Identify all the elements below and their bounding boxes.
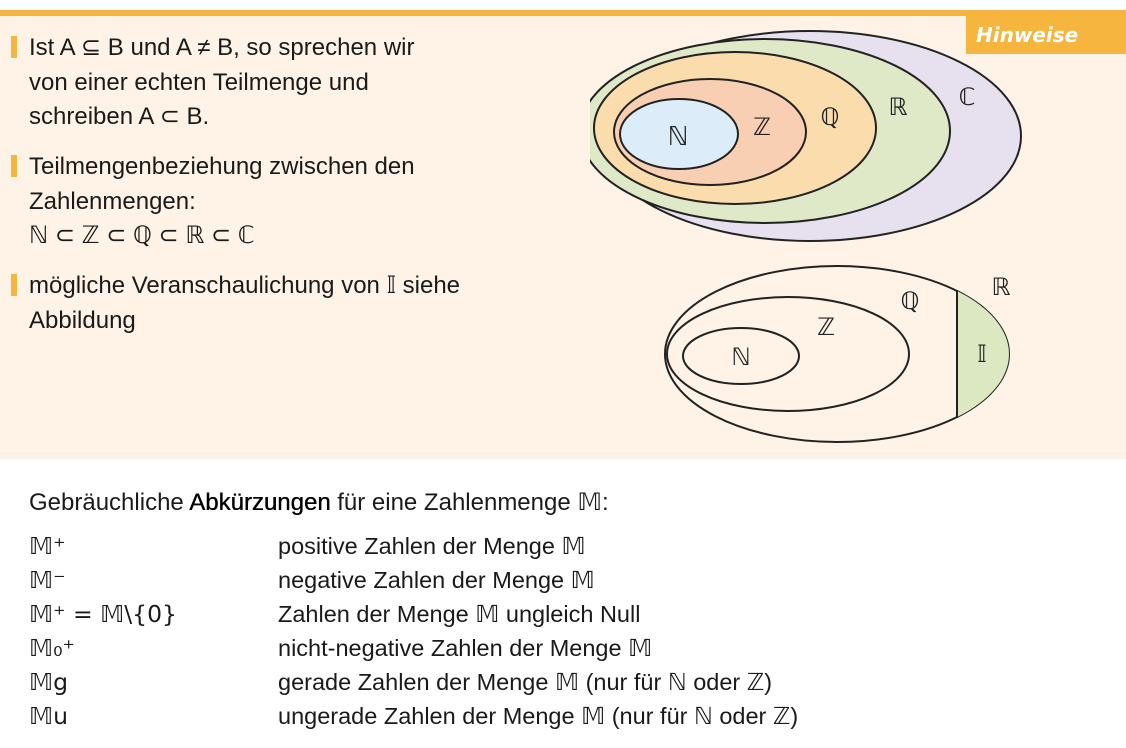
abbreviation-symbol: 𝕄₀⁺ [29,634,75,662]
note-line: Abbildung [29,306,136,334]
abbreviation-symbol: 𝕄u [29,702,68,730]
abbreviation-symbol: 𝕄⁻ [29,566,66,594]
label-z: ℤ [753,113,771,141]
note-proper-subset [29,31,414,135]
label-r: ℝ [888,93,908,121]
abbreviation-description: nicht-negative Zahlen der Menge 𝕄 [278,635,653,661]
label-i: 𝕀 [977,340,987,368]
label-q: ℚ [820,103,840,131]
label-z: ℤ [817,313,835,341]
number-sets-venn-diagram [590,28,1030,248]
label-r: ℝ [991,273,1011,301]
note-line: mögliche Veranschaulichung von 𝕀 siehe [29,272,461,299]
abbreviation-description: positive Zahlen der Menge 𝕄 [278,533,586,559]
intro-bold: Abkürzungen [189,489,331,516]
note-irrational [29,269,460,338]
note-line: von einer echten Teilmenge und [29,68,369,96]
abbreviation-symbol: 𝕄⁺ = 𝕄\{0} [29,600,177,628]
irrational-numbers-diagram [655,262,1025,448]
bullet-marker [11,274,17,296]
note-line: Teilmengenbeziehung zwischen den [29,153,415,180]
intro-before: Gebräuchliche [29,489,190,516]
note-line: Zahlenmengen: [29,187,196,215]
set-z-outline [667,297,909,411]
label-c: ℂ [958,83,976,111]
abbreviation-description: gerade Zahlen der Menge 𝕄 (nur für ℕ oder ℤ) [278,669,773,695]
note-line: schreiben A ⊂ B. [29,103,210,130]
intro-after: für eine Zahlenmenge 𝕄: [330,489,609,516]
bullet-marker [11,155,17,177]
bullet-marker [11,36,17,58]
abbreviation-description: negative Zahlen der Menge 𝕄 [278,567,595,593]
abbreviation-symbol: 𝕄⁺ [29,532,66,560]
hint-tag: Hinweise [966,16,1126,54]
label-n: ℕ [667,122,689,152]
abbreviation-description: Zahlen der Menge 𝕄 ungleich Null [278,601,641,627]
note-line: ℕ ⊂ ℤ ⊂ ℚ ⊂ ℝ ⊂ ℂ [29,222,255,249]
label-q: ℚ [900,287,920,315]
abbreviation-symbol: 𝕄g [29,668,69,696]
note-number-sets [29,150,415,254]
abbreviation-description: ungerade Zahlen der Menge 𝕄 (nur für ℕ oder ℤ) [278,703,799,729]
label-n: ℕ [731,343,751,371]
note-line: Ist A ⊆ B und A ≠ B, so sprechen wir [29,34,415,61]
abbreviations-intro [29,488,609,517]
